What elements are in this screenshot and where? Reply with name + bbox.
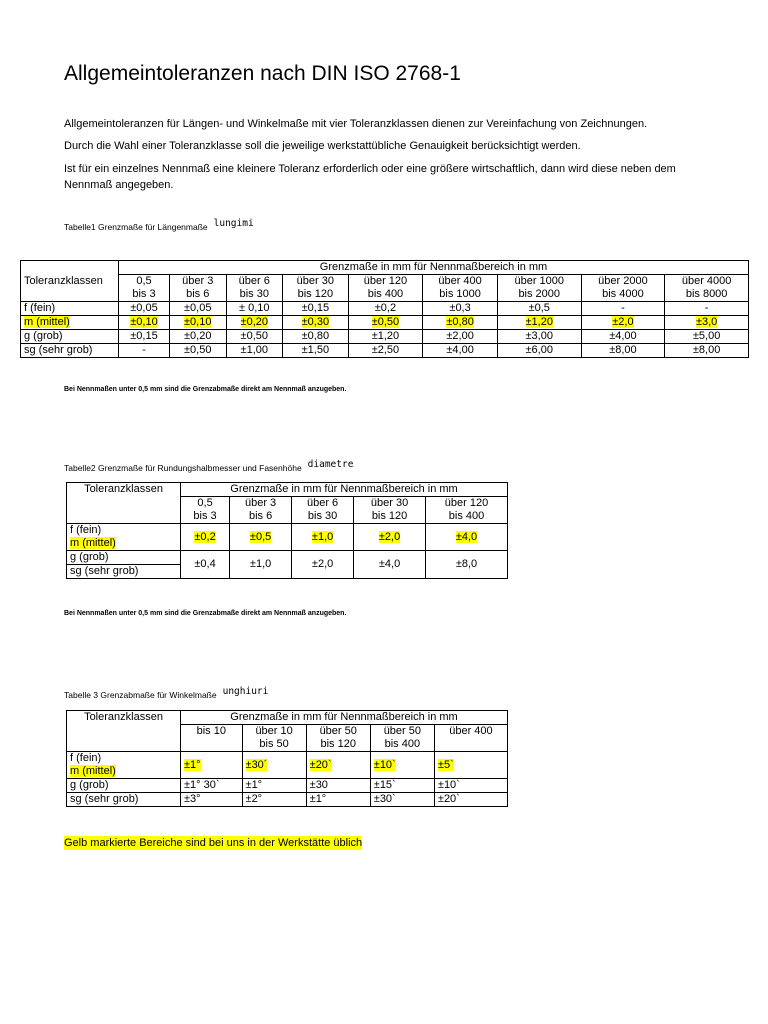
table1-cell: ±6,00 bbox=[497, 344, 581, 358]
table3-class-label: g (grob) bbox=[67, 779, 181, 793]
table2-cell: ±0,4 bbox=[181, 551, 230, 579]
table1-row-mittel bbox=[21, 316, 749, 330]
table1-range-l2: bis 2000 bbox=[497, 288, 581, 302]
table3-cell: ±3° bbox=[181, 793, 243, 807]
table3-range-l2 bbox=[434, 738, 507, 752]
table2-range-l2: bis 30 bbox=[292, 510, 354, 524]
table2-cell: ±1,0 bbox=[311, 530, 334, 543]
table2-range-l2: bis 3 bbox=[181, 510, 230, 524]
table3-range-l1: über 10 bbox=[242, 725, 306, 739]
table3-class-label: f (fein) bbox=[67, 752, 181, 766]
table1-cell: ±0,05 bbox=[119, 302, 170, 316]
table2-range-l1: 0,5 bbox=[181, 497, 230, 511]
table2-cell: ±8,0 bbox=[426, 551, 508, 579]
table1-range-l1: 0,5 bbox=[119, 275, 170, 289]
table1-range-l1: über 4000 bbox=[665, 275, 749, 289]
table3-cell: ±30´ bbox=[245, 758, 268, 771]
table1-cell: ±0,15 bbox=[119, 330, 170, 344]
table2-class-label: g (grob) bbox=[67, 551, 181, 565]
table3-cell: ±2° bbox=[242, 793, 306, 807]
table1-cell: ±4,00 bbox=[581, 330, 665, 344]
table3-handwritten-note: unghiuri bbox=[222, 686, 269, 697]
table2-cell: ±4,0 bbox=[354, 551, 426, 579]
table2-class-header: Toleranzklassen bbox=[67, 483, 181, 497]
table2-range-l2: bis 400 bbox=[426, 510, 508, 524]
table1-cell: ±0,80 bbox=[283, 330, 349, 344]
table2-range-l2: bis 6 bbox=[230, 510, 292, 524]
table3-cell: ±1° bbox=[242, 779, 306, 793]
table3-cell: ±30` bbox=[370, 793, 434, 807]
table3-class-label: sg (sehr grob) bbox=[67, 793, 181, 807]
table1-cell: ±0,15 bbox=[283, 302, 349, 316]
table2-class-label: m (mittel) bbox=[70, 537, 116, 549]
table1-row-grob bbox=[21, 330, 749, 344]
table1-range-l1: über 2000 bbox=[581, 275, 665, 289]
table1-cell: ±0,20 bbox=[240, 316, 268, 328]
table1-range-l2: bis 4000 bbox=[581, 288, 665, 302]
table3-cell: ±15` bbox=[370, 779, 434, 793]
table2-range-l1: über 3 bbox=[230, 497, 292, 511]
table1-class-label: f (fein) bbox=[21, 302, 119, 316]
table1-cell: ±0,50 bbox=[226, 330, 283, 344]
table3-cell: ±1° 30` bbox=[181, 779, 243, 793]
table3-row-sehr-grob bbox=[67, 793, 508, 807]
table1-range-l1: über 6 bbox=[226, 275, 283, 289]
table1-cell: ±2,50 bbox=[348, 344, 423, 358]
table1-range-l1: über 30 bbox=[283, 275, 349, 289]
table3-caption: Tabelle 3 Grenzabmaße für Winkelmaße unghiuri bbox=[64, 686, 269, 700]
table1-cell: ±4,00 bbox=[423, 344, 498, 358]
table3-range-l1: über 50 bbox=[306, 725, 370, 739]
page-title: Allgemeintoleranzen nach DIN ISO 2768-1 bbox=[64, 62, 461, 85]
table2-class-label: sg (sehr grob) bbox=[67, 565, 181, 579]
table2-range-l1: über 30 bbox=[354, 497, 426, 511]
table3-cell: ±1° bbox=[306, 793, 370, 807]
table-radius-tolerances bbox=[66, 482, 508, 579]
table3-range-l1: bis 10 bbox=[181, 725, 243, 739]
table1-cell: ± 0,10 bbox=[226, 302, 283, 316]
table-angle-tolerances bbox=[66, 710, 508, 807]
table1-class-label: m (mittel) bbox=[24, 316, 70, 328]
table3-cell: ±1° bbox=[184, 758, 201, 771]
table1-cell: ±1,20 bbox=[525, 316, 553, 328]
table2-range-l1: über 120 bbox=[426, 497, 508, 511]
table1-cell: - bbox=[581, 302, 665, 316]
table3-cell: ±5` bbox=[437, 758, 454, 771]
table2-cell: ±0,2 bbox=[194, 530, 216, 543]
table2-handwritten-note: diametre bbox=[307, 459, 354, 470]
table1-cell: ±1,50 bbox=[283, 344, 349, 358]
table1-cell: ±0,05 bbox=[169, 302, 226, 316]
table1-class-label: sg (sehr grob) bbox=[21, 344, 119, 358]
table1-range-l2: bis 3 bbox=[119, 288, 170, 302]
table3-cell: ±20` bbox=[434, 793, 507, 807]
table3-class-label: m (mittel) bbox=[70, 765, 116, 777]
table1-cell: ±2,0 bbox=[612, 316, 634, 328]
table1-caption: Tabelle1 Grenzmaße für Längenmaße lungimi bbox=[64, 218, 254, 232]
table1-handwritten-note: lungimi bbox=[213, 218, 254, 229]
table2-class-label: f (fein) bbox=[67, 524, 181, 538]
table1-cell: ±3,00 bbox=[497, 330, 581, 344]
table1-cell: ±2,00 bbox=[423, 330, 498, 344]
table3-range-l1: über 50 bbox=[370, 725, 434, 739]
table1-range-l2: bis 8000 bbox=[665, 288, 749, 302]
table1-row-fein bbox=[21, 302, 749, 316]
table1-cell: ±0,5 bbox=[497, 302, 581, 316]
table1-range-l1: über 1000 bbox=[497, 275, 581, 289]
table3-range-l2: bis 50 bbox=[242, 738, 306, 752]
table1-cell: ±0,20 bbox=[169, 330, 226, 344]
table1-cell: ±1,20 bbox=[348, 330, 423, 344]
paragraph-2: Durch die Wahl einer Toleranzklasse soll die jeweilige werkstattübliche Genauigkeit berücksichtigt werden. bbox=[64, 140, 581, 152]
table1-group-header: Grenzmaße in mm für Nennmaßbereich in mm bbox=[119, 261, 749, 275]
table1-cell: ±0,3 bbox=[423, 302, 498, 316]
table3-row-grob bbox=[67, 779, 508, 793]
table1-cell: ±0,2 bbox=[348, 302, 423, 316]
table2-note: Bei Nennmaßen unter 0,5 mm sind die Grenzabmaße direkt am Nennmaß anzugeben. bbox=[64, 610, 347, 617]
table-length-tolerances bbox=[20, 260, 749, 358]
table3-group-header: Grenzmaße in mm für Nennmaßbereich in mm bbox=[181, 711, 508, 725]
table1-range-l1: über 400 bbox=[423, 275, 498, 289]
table2-cell: ±0,5 bbox=[249, 530, 272, 543]
table1-cell: ±8,00 bbox=[581, 344, 665, 358]
table1-range-l2: bis 6 bbox=[169, 288, 226, 302]
table1-cell: ±0,10 bbox=[130, 316, 158, 328]
table2-range-l2: bis 120 bbox=[354, 510, 426, 524]
table1-row-sehr-grob bbox=[21, 344, 749, 358]
table1-range-l2: bis 400 bbox=[348, 288, 423, 302]
table1-cell: ±0,10 bbox=[184, 316, 212, 328]
table3-range-l2: bis 400 bbox=[370, 738, 434, 752]
table1-range-l1: über 120 bbox=[348, 275, 423, 289]
table1-range-l2: bis 30 bbox=[226, 288, 283, 302]
table1-cell: ±8,00 bbox=[665, 344, 749, 358]
table3-range-l2: bis 120 bbox=[306, 738, 370, 752]
table2-caption: Tabelle2 Grenzmaße für Rundungshalbmesser und Fasenhöhe diametre bbox=[64, 459, 354, 473]
table2-cell: ±2,0 bbox=[378, 530, 401, 543]
table1-range-l1: über 3 bbox=[169, 275, 226, 289]
table3-cell: ±10` bbox=[434, 779, 507, 793]
table1-cell: ±1,00 bbox=[226, 344, 283, 358]
paragraph-1: Allgemeintoleranzen für Längen- und Winkelmaße mit vier Toleranzklassen dienen zur Vereinfachung von Zeichnungen. bbox=[64, 118, 648, 130]
table1-range-l2: bis 1000 bbox=[423, 288, 498, 302]
table1-cell: ±0,80 bbox=[446, 316, 474, 328]
table1-cell: - bbox=[119, 344, 170, 358]
table1-class-label: g (grob) bbox=[21, 330, 119, 344]
highlight-legend-note: Gelb markierte Bereiche sind bei uns in der Werkstätte üblich bbox=[64, 837, 363, 849]
table3-cell: ±20` bbox=[309, 758, 332, 771]
table1-cell: ±3,0 bbox=[695, 316, 718, 328]
table1-cell: ±0,30 bbox=[301, 316, 330, 328]
table3-cell: ±30 bbox=[306, 779, 370, 793]
table3-class-header: Toleranzklassen bbox=[67, 711, 181, 725]
paragraph-3: Ist für ein einzelnes Nennmaß eine kleinere Toleranz erforderlich oder eine größere wirtschaftlich, dann wird diese neben dem Nennmaß angegeben. bbox=[64, 163, 676, 191]
table3-range-l1: über 400 bbox=[434, 725, 507, 739]
table3-range-l2 bbox=[181, 738, 243, 752]
table1-cell: ±0,50 bbox=[169, 344, 226, 358]
table2-cell: ±2,0 bbox=[292, 551, 354, 579]
table1-note: Bei Nennmaßen unter 0,5 mm sind die Grenzabmaße direkt am Nennmaß anzugeben. bbox=[64, 386, 347, 393]
table2-cell: ±1,0 bbox=[230, 551, 292, 579]
table1-cell: ±5,00 bbox=[665, 330, 749, 344]
table1-range-l2: bis 120 bbox=[283, 288, 349, 302]
table2-group-header: Grenzmaße in mm für Nennmaßbereich in mm bbox=[181, 483, 508, 497]
table1-cell: - bbox=[665, 302, 749, 316]
table3-cell: ±10` bbox=[373, 758, 396, 771]
table2-cell: ±4,0 bbox=[455, 530, 478, 543]
table1-class-header: Toleranzklassen bbox=[21, 261, 119, 302]
table1-cell: ±0,50 bbox=[371, 316, 400, 328]
table2-range-l1: über 6 bbox=[292, 497, 354, 511]
